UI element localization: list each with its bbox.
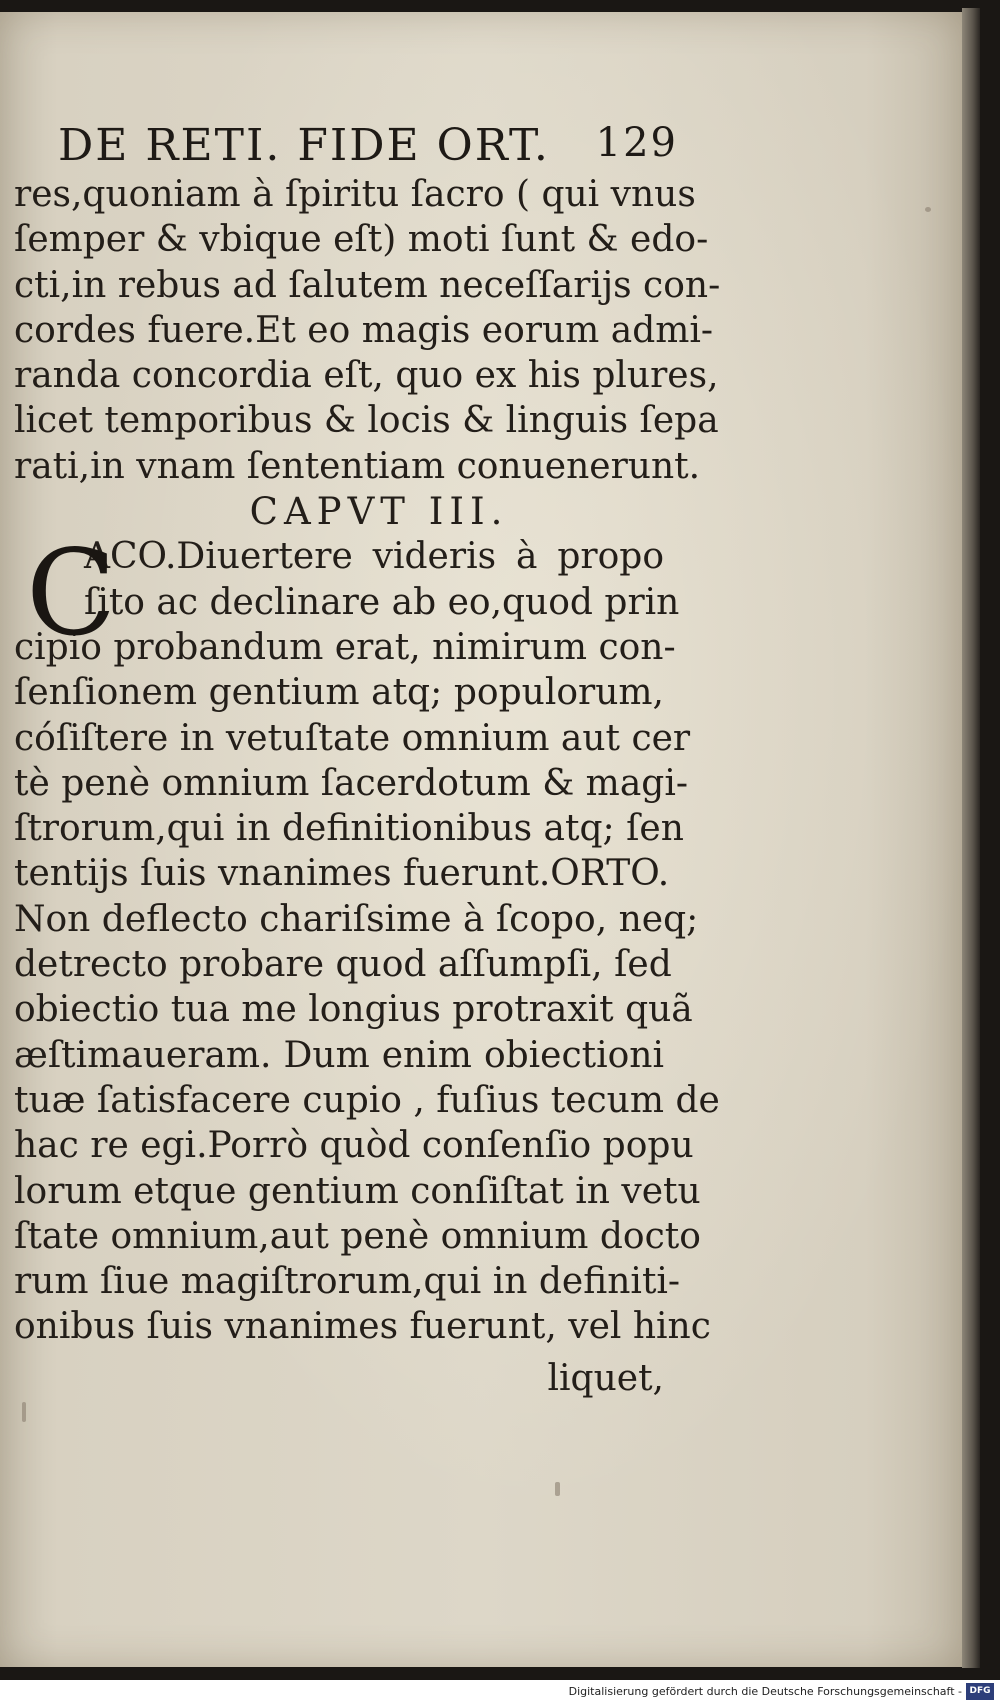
- ink-mark: [22, 1402, 26, 1422]
- text-line: detrecto probare quod aſſumpſi, ſed: [14, 944, 672, 986]
- text-line: ſtate omnium,aut penè omnium docto: [14, 1215, 701, 1257]
- digitization-footer: [0, 1680, 1000, 1704]
- text-line: tè penè omnium ſacerdotum & magi-: [14, 762, 688, 804]
- text-line: cóſiſtere in vetuſtate omnium aut cer: [14, 717, 691, 759]
- text-line: licet temporibus & locis & linguis ſepa: [14, 400, 719, 442]
- text-line: ſito ac declinare ab eo,quod prin: [84, 581, 680, 623]
- funding-credit: Digitalisierung gefördert durch die Deutsche Forschungsgemeinschaft -: [568, 1685, 962, 1698]
- book-page: [0, 12, 962, 1667]
- text-line: cipio probandum erat, nimirum con-: [14, 626, 676, 668]
- paper-speck: [555, 1482, 560, 1496]
- text-line: cordes fuere.Et eo magis eorum admi-: [14, 309, 714, 351]
- text-line: ſenſionem gentium atq; populorum,: [14, 672, 664, 714]
- text-line: ſemper & vbique eſt) moti ſunt & edo-: [14, 219, 709, 261]
- text-line: tuæ ſatisfacere cupio , fuſius tecum de: [14, 1079, 720, 1121]
- chapter-heading: CAPVT III.: [249, 490, 509, 534]
- text-line: hac re egi.Porrò quòd conſenſio popu: [14, 1125, 694, 1167]
- drop-cap: C: [26, 524, 117, 663]
- text-line: ACO.Diuertere videris à propo: [84, 536, 664, 578]
- text-line: obiectio tua me longius protraxit quã: [14, 989, 693, 1031]
- text-line: lorum etque gentium conſiſtat in vetu: [14, 1170, 701, 1212]
- text-line: ſtrorum,qui in definitionibus atq; ſen: [14, 808, 684, 850]
- text-line: randa concordia eſt, quo ex his plures,: [14, 355, 719, 397]
- dfg-logo: DFG: [966, 1683, 994, 1700]
- page-number: 129: [595, 120, 678, 166]
- paper-speck: [925, 207, 931, 212]
- text-line: æſtimaueram. Dum enim obiectioni: [14, 1034, 664, 1076]
- text-line: rati,in vnam ſententiam conuenerunt.: [14, 445, 701, 487]
- text-line: res,quoniam à ſpiritu ſacro ( qui vnus: [14, 174, 696, 215]
- text-line: tentijs ſuis vnanimes fuerunt.ORTO.: [14, 853, 670, 895]
- text-line: rum ſiue magiſtrorum,qui in definiti-: [14, 1261, 681, 1303]
- text-line: cti,in rebus ad ſalutem neceſſarijs con-: [14, 264, 721, 306]
- running-title: DE RETI. FIDE ORT.: [58, 120, 550, 171]
- page-edge-shadow: [962, 8, 980, 1668]
- running-header: [58, 120, 678, 171]
- page-text: [14, 172, 721, 1408]
- text-line: Non deflecto chariſsime à ſcopo, neq;: [14, 898, 699, 940]
- text-line: onibus ſuis vnanimes fuerunt, vel hinc: [14, 1306, 711, 1348]
- catchword: liquet,: [547, 1357, 664, 1399]
